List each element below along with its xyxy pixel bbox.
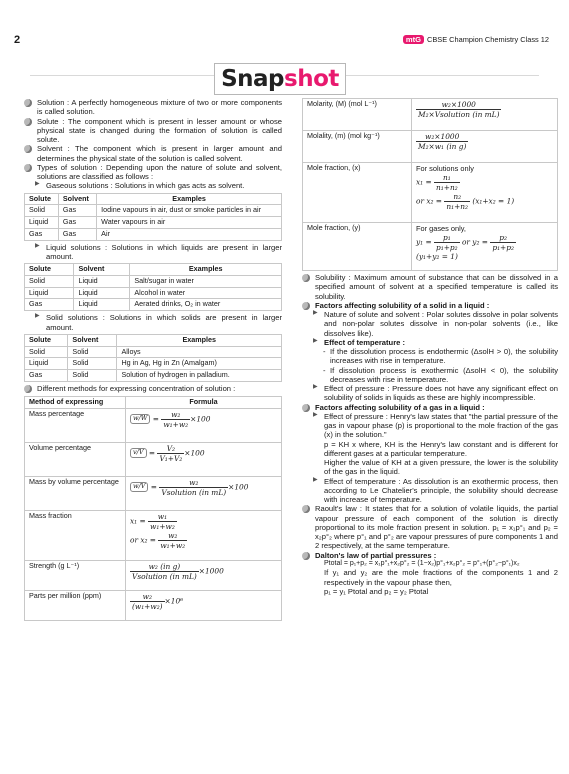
table-row [25,442,282,476]
table-row [25,358,282,370]
dalton-equation: Ptotal = p₁+p₂ = x₁p°₁+x₂p°₂ = (1−x₂)p°₁+x₂p°₂ = p°₁+(p°₂−p°₁)x₂ [324,559,520,567]
cell: Molality, (m) (mol kg⁻¹) [303,131,412,163]
cell: Gas [25,299,74,311]
formula-volume-percent: v/V = $\frac{\text{V₂}}{\text{V₁+V₂}}$ ×100 [126,442,282,476]
solubility-def: Solubility : Maximum amount of substance that can be dissolved in a specified amount of solvent at a specified temperature is called its solubility. [302,273,558,301]
th: Formula [126,397,282,409]
formula-mass-fraction: x₁ = $\frac{\text{w₁}}{\text{w₁+w₂}}$ or x₂ = $\frac{\text{w₂}}{\text{w₁+w₂}}$ [126,510,282,560]
cell: Solid [68,370,117,382]
henry-law: ▶ Effect of pressure : Henry's law states that "the partial pressure of the gas in vapour phase (p) is proportional to the mole fraction of the gas (x) in the solution." [302,412,558,440]
table-row [25,510,282,560]
cell: Alcohol in water [130,287,282,299]
mf-y-note: For gases only, [416,224,466,233]
table-row [25,590,282,620]
effect-temperature-text: Effect of temperature : [324,337,406,347]
table-row [303,223,558,271]
cell: Mole fraction, (y) [303,223,412,271]
table-row [25,346,282,358]
cell: Parts per million (ppm) [25,590,126,620]
nature-solute-solvent: ▶ Nature of solute and solvent : Polar solutes dissolve in polar solvents and non-polar solutes dissolve in non-polar solvents (i.e., like dissolves like). [302,310,558,338]
cell: Liquid [25,287,74,299]
table-row [25,217,282,229]
brand-logo: mtG [403,35,424,44]
cell: Hg in Ag, Hg in Zn (Amalgam) [117,358,282,370]
cell: Air [97,228,282,240]
table-row [303,99,558,131]
table-row [25,560,282,590]
table-row [25,408,282,442]
book-title: CBSE Champion Chemistry Class 12 [427,35,549,45]
cell: Salt/sugar in water [130,275,282,287]
cell: Molarity, (M) (mol L⁻¹) [303,99,412,131]
formula-molality: $\frac{\text{w₂×1000}}{\text{M₂×w₁ (in g)}}$ [412,131,558,163]
effect-pressure-solid: ▶ Effect of pressure : Pressure does not have any significant effect on solubility of solids in liquids as these are highly incompressible. [302,384,558,403]
formula-mass-percent: w/W = $\frac{\text{w₂}}{\text{w₁+w₂}}$ ×100 [126,408,282,442]
gaseous-solutions: ▶ Gaseous solutions : Solutions in which gas acts as solvent. [24,181,282,190]
cell: Gas [58,217,96,229]
cell: Volume percentage [25,442,126,476]
liquid-solutions: ▶ Liquid solutions : Solutions in which liquids are present in larger amount. [24,243,282,262]
formula-mole-fraction-x: For solutions only x₁ = $\frac{\text{n₁}}{\text{n₁+n₂}}$ or x₂ = $\frac{\text{n₂}}{\text{n₁+n₂}}$ (x₁+x₂ = 1) [412,163,558,223]
factors-gas-text: Factors affecting solubility of a gas in a liquid : [315,402,485,412]
cell: Solid [68,358,117,370]
cell: Liquid [74,299,130,311]
cell: Mole fraction, (x) [303,163,412,223]
raoult-law: Raoult's law : It states that for a solution of volatile liquids, the partial vapour pressure of each component of the solution is directly proportional to its mole fraction present in solution. p₁ = x₁p°₁ and p₂ = x₂p°₂ where p°₁ and p°₂ are vapour pressures of pure components 1 and 2 respectively, at the same temperature. [302,504,558,550]
mf-x-note: For solutions only [416,164,474,173]
effect-temperature-gas: ▶ Effect of temperature : As dissolution is an exothermic process, then according to Le Chatelier's principle, the solubility should decrease with increase of temperature. [302,477,558,505]
dalton-text: Dalton's law of partial pressures : [315,550,437,560]
cell: Solid [68,346,117,358]
cell: Mass percentage [25,408,126,442]
th: Examples [130,264,282,276]
factors-gas-heading [302,403,558,412]
solid-solutions-table [24,334,282,382]
cell: Gas [25,228,59,240]
cell: Water vapours in air [97,217,282,229]
running-header [403,35,549,44]
cell: Solid [25,346,68,358]
table-row [25,370,282,382]
cell: Iodine vapours in air, dust or smoke particles in air [97,205,282,217]
cell: Mass by volume percentage [25,476,126,510]
table-row [25,275,282,287]
table-row [303,131,558,163]
table-row [303,163,558,223]
cell: Gas [58,205,96,217]
left-column [24,98,282,623]
table-row [25,299,282,311]
cell: Solid [25,275,74,287]
th: Method of expressing [25,397,126,409]
solvent-def: Solvent : The component which is present in larger amount and determines the physical state of the solution is called solvent. [24,144,282,163]
endothermic-note: - If the dissolution process is endothermic (ΔsolH > 0), the solubility increases with rise in temperature. [302,347,558,366]
concentration-methods-table [24,396,282,621]
snapshot-part1: Snap [221,66,285,92]
cell: Strength (g L⁻¹) [25,560,126,590]
solid-solutions: ▶ Solid solutions : Solutions in which solids are present in larger amount. [24,313,282,332]
factors-solid-heading [302,301,558,310]
cell: Solution of hydrogen in palladium. [117,370,282,382]
liquid-solutions-table [24,263,282,311]
formula-strength: $\frac{\text{w₂ (in g)}}{\text{Vsolution (in mL)}}$ ×1000 [126,560,282,590]
concentration-table-cont [302,98,558,271]
th: Solvent [68,334,117,346]
cell: Liquid [25,217,59,229]
th: Solute [25,193,59,205]
cell: Alloys [117,346,282,358]
table-row [25,476,282,510]
cell: Gas [25,370,68,382]
dalton-partial: p₁ = y₁ Ptotal and p₂ = y₂ Ptotal [324,586,429,596]
formula-ppm: $\frac{\text{w₂}}{\text{(w₁+w₂)}}$ ×10⁶ [126,590,282,620]
types-def: Types of solution : Depending upon the nature of solute and solvent, solutions are classified as follows : [24,163,282,182]
exothermic-note: - If dissolution process is exothermic (ΔsolH < 0), the solubility decreases with rise in temperature. [302,366,558,385]
table-row [25,287,282,299]
th: Examples [117,334,282,346]
th: Solute [25,334,68,346]
page-number: 2 [14,34,21,46]
cell: Liquid [25,358,68,370]
cell: Solid [25,205,59,217]
th: Examples [97,193,282,205]
snapshot-banner [214,63,346,95]
th: Solvent [74,264,130,276]
factors-solid-text: Factors affecting solubility of a solid in a liquid : [315,300,490,310]
henry-solubility: Higher the value of KH at a given pressure, the lower is the solubility of the gas in the liquid. [324,458,558,477]
dalton-vapour: If y₁ and y₂ are the mole fractions of the components 1 and 2 respectively in the vapour phase then, [324,568,558,587]
table-row [25,228,282,240]
cell: Mass fraction [25,510,126,560]
th: Solute [25,264,74,276]
solute-def: Solute : The component which is present in lesser amount or whose physical state is changed during the formation of solution is called solute. [24,117,282,145]
table-row [25,205,282,217]
solution-def: Solution : A perfectly homogeneous mixture of two or more components is called solution. [24,98,282,117]
formula-mass-by-volume: w/V = $\frac{\text{w₂}}{\text{Vsolution (in mL)}}$ ×100 [126,476,282,510]
right-column [302,98,558,596]
formula-molarity: $\frac{\text{w₂×1000}}{\text{M₂×Vsolution (in mL)}}$ [412,99,558,131]
dalton-heading [302,551,558,560]
concentration-methods: Different methods for expressing concentration of solution : [24,384,282,393]
effect-temperature-heading [302,338,558,347]
cell: Gas [58,228,96,240]
gas-solutions-table [24,193,282,241]
cell: Aerated drinks, O₂ in water [130,299,282,311]
snapshot-part2: shot [284,66,339,92]
th: Solvent [58,193,96,205]
cell: Liquid [74,287,130,299]
henry-constant: p = KH x where, KH is the Henry's law constant and is different for different gases at a particular temperature. [324,439,558,458]
cell: Liquid [74,275,130,287]
formula-mole-fraction-y: For gases only, y₁ = $\frac{\text{p₁}}{\text{p₁+p₂}}$ or y₂ = $\frac{\text{p₂}}{\text{p₁+p₂}}$ (y₁+y₂ = 1) [412,223,558,271]
